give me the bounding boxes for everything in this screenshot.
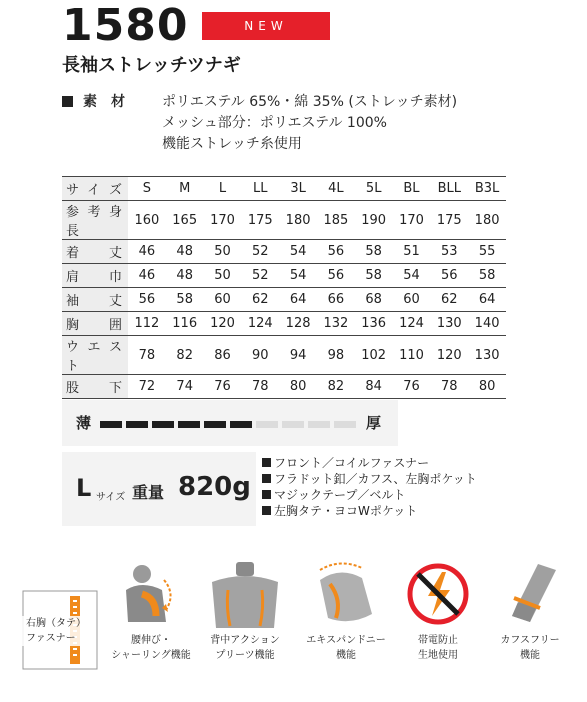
table-cell: 72 (128, 375, 166, 399)
table-cell: 3L (279, 177, 317, 201)
thickness-scale (62, 400, 398, 446)
table-cell: 84 (355, 375, 393, 399)
antistatic-icon (406, 562, 470, 626)
table-cell: 128 (279, 312, 317, 336)
table-cell: M (166, 177, 204, 201)
table-cell: 76 (204, 375, 242, 399)
table-cell: 68 (355, 288, 393, 312)
cuff-free-icon (500, 560, 560, 630)
table-row (62, 375, 506, 399)
table-cell: 130 (468, 336, 506, 375)
table-row (62, 201, 506, 240)
table-row (62, 264, 506, 288)
table-cell: 165 (166, 201, 204, 240)
table-cell: 58 (468, 264, 506, 288)
material-label: 素 材 (62, 92, 152, 113)
stretch-waist-icon (116, 560, 186, 630)
table-cell: 80 (468, 375, 506, 399)
weight-label: 重量 (132, 483, 165, 502)
table-cell: 56 (128, 288, 166, 312)
table-cell: 56 (430, 264, 468, 288)
table-row (62, 312, 506, 336)
table-cell: 58 (166, 288, 204, 312)
table-cell: 76 (393, 375, 431, 399)
row-header: 股下 (62, 375, 128, 399)
material-line: メッシュ部分：ポリエステル 100% (162, 115, 387, 131)
table-cell: 185 (317, 201, 355, 240)
row-header: 肩巾 (62, 264, 128, 288)
table-cell: 116 (166, 312, 204, 336)
table-cell: 78 (241, 375, 279, 399)
thickness-segment (126, 421, 148, 428)
thickness-segment (178, 421, 200, 428)
table-cell: LL (241, 177, 279, 201)
table-cell: 54 (279, 240, 317, 264)
square-bullet-icon (62, 96, 73, 107)
table-cell: 170 (393, 201, 431, 240)
expand-knee-icon (310, 560, 382, 630)
square-bullet-icon (262, 506, 271, 515)
square-bullet-icon (262, 458, 271, 467)
table-cell: 140 (468, 312, 506, 336)
table-cell: 50 (204, 240, 242, 264)
square-bullet-icon (262, 490, 271, 499)
table-cell: 94 (279, 336, 317, 375)
table-cell: 54 (279, 264, 317, 288)
table-cell: 5L (355, 177, 393, 201)
table-cell: 52 (241, 264, 279, 288)
thickness-segment (282, 421, 304, 428)
square-bullet-icon (262, 474, 271, 483)
table-cell: 136 (355, 312, 393, 336)
table-cell: 64 (468, 288, 506, 312)
table-cell: 120 (430, 336, 468, 375)
table-cell: 58 (355, 240, 393, 264)
feature-item: 左胸タテ・ヨコWポケット (262, 503, 477, 519)
row-header: ウエスト (62, 336, 128, 375)
thickness-segment (230, 421, 252, 428)
thickness-segment (256, 421, 278, 428)
material-line: ポリエステル 65%・綿 35% (ストレッチ素材) (162, 94, 458, 110)
table-cell: 60 (393, 288, 431, 312)
table-cell: 110 (393, 336, 431, 375)
product-name: 長袖ストレッチツナギ (62, 55, 241, 76)
model-number: 1580 (62, 0, 189, 51)
thin-label: 薄 (76, 414, 92, 432)
table-cell: 112 (128, 312, 166, 336)
table-cell: 132 (317, 312, 355, 336)
table-cell: 82 (317, 375, 355, 399)
function-label-expand-knee: エキスパンドニー 機能 (306, 635, 386, 661)
table-cell: 124 (241, 312, 279, 336)
table-cell: 56 (317, 264, 355, 288)
feature-item: マジックテープ／ベルト (262, 487, 477, 503)
function-label-antistatic: 帯電防止 生地使用 (418, 635, 458, 661)
table-cell: S (128, 177, 166, 201)
table-cell: B3L (468, 177, 506, 201)
table-row (62, 336, 506, 375)
weight-size: L (76, 474, 92, 502)
function-label-cuff-free: カフスフリー 機能 (500, 635, 560, 661)
table-cell: 55 (468, 240, 506, 264)
table-cell: 54 (393, 264, 431, 288)
table-cell: 64 (279, 288, 317, 312)
function-label-back-action: 背中アクション プリーツ機能 (210, 635, 280, 661)
thick-label: 厚 (366, 414, 382, 432)
table-cell: 66 (317, 288, 355, 312)
feature-item: フラドット釦／カフス、左胸ポケット (262, 471, 477, 487)
table-cell: BL (393, 177, 431, 201)
table-cell: 190 (355, 201, 393, 240)
table-cell: 175 (430, 201, 468, 240)
thickness-segment (152, 421, 174, 428)
table-row (62, 240, 506, 264)
table-cell: 130 (430, 312, 468, 336)
table-cell: 82 (166, 336, 204, 375)
thickness-segment (334, 421, 356, 428)
table-cell: 46 (128, 264, 166, 288)
table-cell: 62 (241, 288, 279, 312)
row-header: 袖丈 (62, 288, 128, 312)
feature-item: フロント／コイルファスナー (262, 455, 477, 471)
row-header: サイズ (62, 177, 128, 201)
weight-size-suffix: サイズ (96, 492, 126, 503)
table-cell: 4L (317, 177, 355, 201)
table-cell: 78 (430, 375, 468, 399)
table-cell: 180 (279, 201, 317, 240)
table-cell: 78 (128, 336, 166, 375)
feature-list (262, 455, 477, 519)
row-header: 参考身長 (62, 201, 128, 240)
table-cell: 120 (204, 312, 242, 336)
size-table (62, 176, 506, 399)
function-label-stretch-waist: 腰伸び・ シャーリング機能 (111, 635, 191, 661)
table-cell: 86 (204, 336, 242, 375)
weight-box (62, 452, 256, 526)
table-cell: 52 (241, 240, 279, 264)
table-cell: 51 (393, 240, 431, 264)
table-cell: 80 (279, 375, 317, 399)
table-cell: 53 (430, 240, 468, 264)
table-row (62, 288, 506, 312)
table-cell: 46 (128, 240, 166, 264)
table-cell: 48 (166, 240, 204, 264)
table-cell: 58 (355, 264, 393, 288)
table-cell: 175 (241, 201, 279, 240)
weight-value: 820g (178, 472, 251, 502)
table-cell: 50 (204, 264, 242, 288)
thickness-segment (308, 421, 330, 428)
table-header-row (62, 177, 506, 201)
function-label-front-zipper: 右胸（タテ） ファスナー (22, 616, 80, 646)
new-badge: NEW (202, 12, 330, 40)
thickness-segment (100, 421, 122, 428)
thickness-segment (204, 421, 226, 428)
table-cell: 74 (166, 375, 204, 399)
row-header: 着丈 (62, 240, 128, 264)
table-cell: BLL (430, 177, 468, 201)
table-cell: 62 (430, 288, 468, 312)
table-cell: 170 (204, 201, 242, 240)
material-line: 機能ストレッチ糸使用 (162, 136, 302, 152)
table-cell: 90 (241, 336, 279, 375)
table-cell: 60 (204, 288, 242, 312)
table-cell: 180 (468, 201, 506, 240)
row-header: 胸囲 (62, 312, 128, 336)
back-action-pleat-icon (206, 560, 284, 630)
table-cell: 98 (317, 336, 355, 375)
table-cell: 102 (355, 336, 393, 375)
table-cell: 48 (166, 264, 204, 288)
table-cell: 56 (317, 240, 355, 264)
table-cell: 124 (393, 312, 431, 336)
table-cell: 160 (128, 201, 166, 240)
table-cell: L (204, 177, 242, 201)
